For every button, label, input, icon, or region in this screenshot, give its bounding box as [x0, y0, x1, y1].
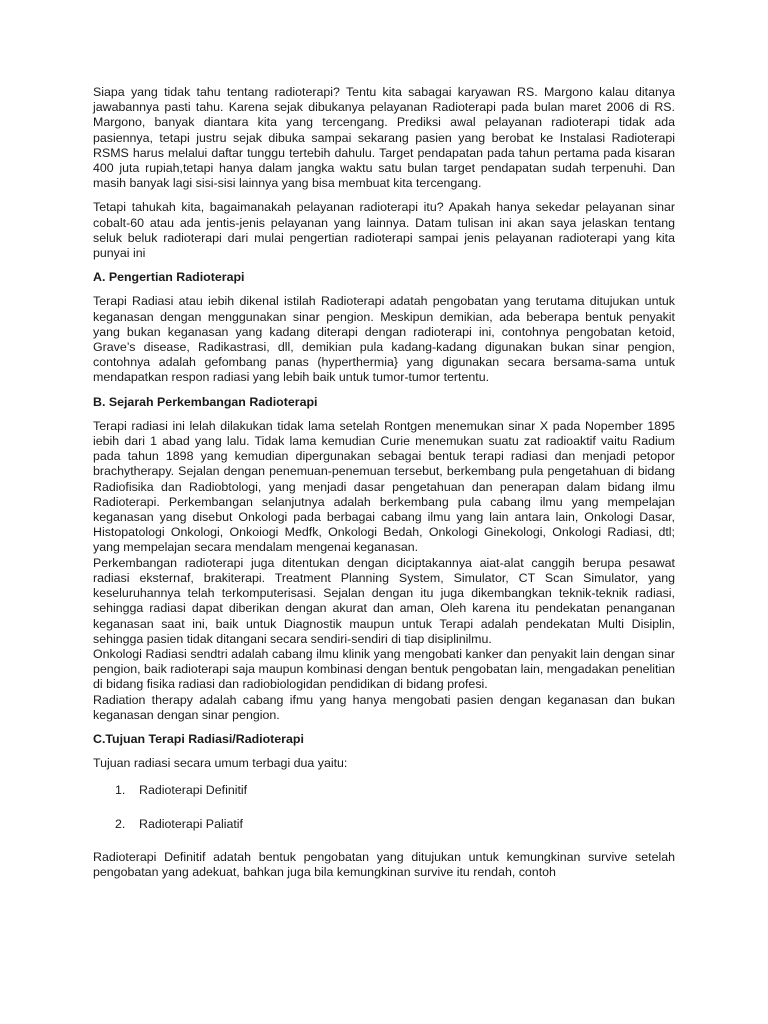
list-item	[93, 817, 675, 832]
list-item-label: Radioterapi Definitif	[139, 783, 248, 798]
section-b-paragraph-2: Perkembangan radioterapi juga ditentukan dengan diciptakannya aiat-alat canggih berupa pesawat radiasi eksternaf, brakiterapi. Treatment Planning System, Simulator, CT Scan Simulator, yang keseluruhannya telah terkomputerisasi. Sejalan dengan itu juga dikembangkan teknik-teknik radiasi, sehingga radiasi dapat diberikan dengan akurat dan aman, Oleh karena itu pendekatan penanganan keganasan saat ini, baik untuk Diagnostik maupun untuk Terapi adalah pendekatan Multi Disiplin, sehingga pasien tidak ditangani secara sendiri-sendiri di tiap disiplinilmu.	[93, 555, 675, 646]
list-item-number: 1.	[115, 783, 126, 798]
section-b-heading: B. Sejarah Perkembangan Radioterapi	[93, 394, 318, 409]
intro-paragraph-1: Siapa yang tidak tahu tentang radioterapi? Tentu kita sabagai karyawan RS. Margono kalau ditanya jawabannya pasti tahu. Karena sejak dibukanya pelayanan Radioterapi pada bulan maret 2006 di RS. Margono, banyak diantara kita yang tercengang. Prediksi awal pelayanan radioterapi tidak ada pasiennya, tetapi justru sejak dibuka sampai sekarang pasien yang berobat ke Instalasi Radioterapi RSMS harus melalui daftar tunggu tertebih dahulu. Target pendapatan pada tahun pertama pada kisaran 400 juta rupiah,tetapi hanya dalam jangka waktu satu bulan target pendapatan sudah terpenuhi. Dan masih banyak lagi sisi-sisi lainnya yang bisa membuat kita tercengang.	[93, 85, 675, 191]
section-a-paragraph: Terapi Radiasi atau iebih dikenal istilah Radioterapi adatah pengobatan yang terutama ditujukan untuk keganasan dengan menggunakan sinar pengion. Meskipun demikian, ada beberapa bentuk penyakit yang bukan keganasan yang kadang diterapi dengan radioterapi ini, contohnya pengobatan ketoid, Grave’s disease, Radikastrasi, dll, demikian pula kadang-kadang digunakan bukan sinar pengion, contohnya adalah gefombang panas (hyperthermia} yang digunakan secara bersama-sama untuk mendapatkan respon radiasi yang lebih baik untuk tumor-tumor tertentu.	[93, 294, 675, 385]
intro-paragraph-2: Tetapi tahukah kita, bagaimanakah pelayanan radioterapi itu? Apakah hanya sekedar pelayanan sinar cobalt-60 atau ada jentis-jenis pelayanan yang lainnya. Datam tulisan ini akan saya jelaskan tentang seluk beluk radioterapi dari mulai pengertian radioterapi sampai jenis pelayanan radioterapi yang kita punyai ini	[93, 200, 675, 261]
list-item-number: 2.	[115, 816, 126, 831]
goals-list	[93, 783, 675, 831]
section-c-closing-paragraph: Radioterapi Definitif adatah bentuk pengobatan yang ditujukan untuk kemungkinan survive setelah pengobatan yang adekuat, bahkan juga bila kemungkinan survive itu rendah, contoh	[93, 849, 675, 879]
list-item	[93, 783, 675, 798]
document-page	[93, 85, 675, 889]
section-b-paragraph-1: Terapi radiasi ini lelah dilakukan tidak lama setelah Rontgen menemukan sinar X pada Nopember 1895 iebih dari 1 abad yang lalu. Tidak lama kemudian Curie menemukan suatu zat radioaktif vaitu Radium pada tahun 1898 yang kemudian dipergunakan sebagai bentuk terapi radiasi dan menjadi petopor brachytherapy. Sejalan dengan penemuan-penemuan tersebut, berkembang pula pengetahuan di bidang Radiofisika dan Radiobtologi, yang menjadi dasar pengetahuan dan penerapan dalam bidang ilmu Radioterapi. Perkembangan selanjutnya adalah berkembang pula cabang ilmu yang mempelajan keganasan yang disebut Onkologi pada berbagai cabang ilmu yang lain antara lain, Onkologi Dasar, Histopatologi Onkologi, Onkoiogi Medfk, Onkologi Bedah, Onkologi Ginekologi, Onkologi Radiasi, dtl; yang mempelajan secara mendalam mengenai keganasan.	[93, 418, 675, 555]
list-item-label: Radioterapi Paliatif	[139, 816, 244, 831]
section-b-paragraph-4: Radiation therapy adalah cabang ifmu yang hanya mengobati pasien dengan keganasan dan bukan keganasan dengan sinar pengion.	[93, 692, 675, 722]
section-b-paragraph-3: Onkologi Radiasi sendtri adalah cabang ilmu klinik yang mengobati kanker dan penyakit lain dengan sinar pengion, baik radioterapi saja maupun kombinasi dengan bentuk pengobatan lain, mengadakan penelitian di bidang fisika radiasi dan radiobiologidan pendidikan di bidang profesi.	[93, 646, 675, 692]
section-c-intro: Tujuan radiasi secara umum terbagi dua yaitu:	[93, 756, 348, 771]
section-c-heading: C.Tujuan Terapi Radiasi/Radioterapi	[93, 731, 304, 746]
section-a-heading: A. Pengertian Radioterapi	[93, 270, 245, 285]
